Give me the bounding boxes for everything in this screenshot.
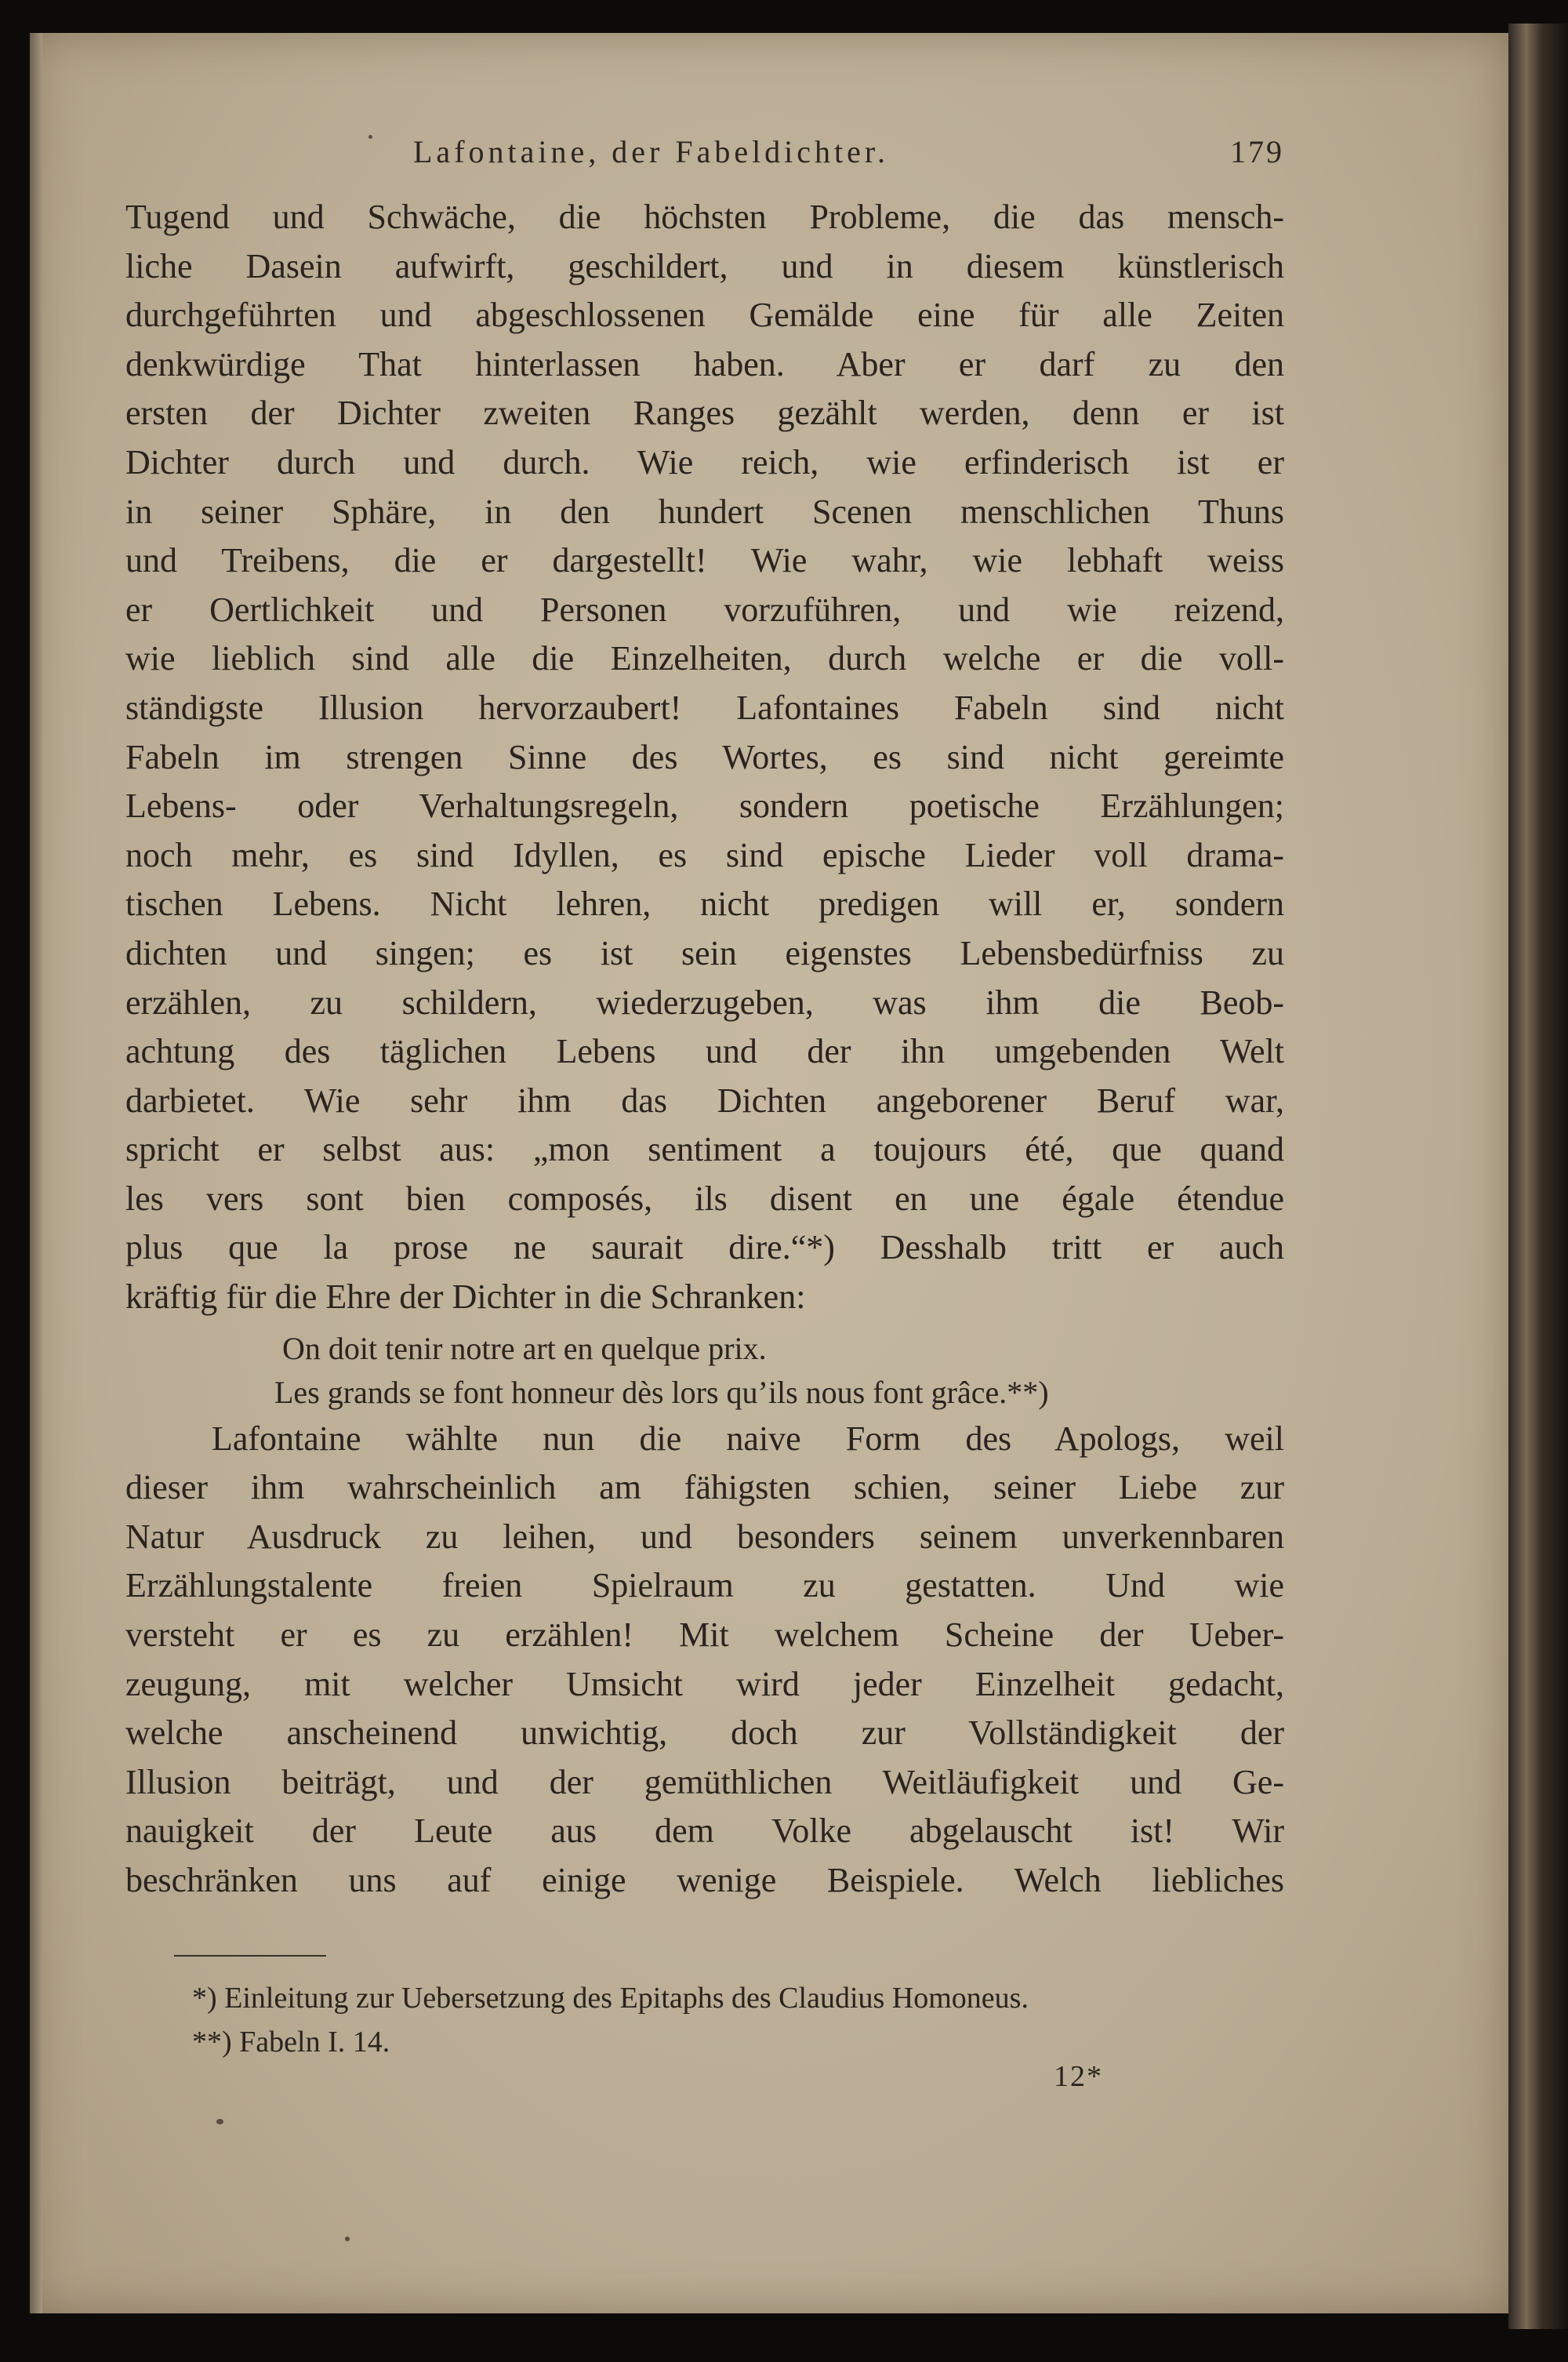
text-line: erzählen, zu schildern, wiederzugeben, was ihm die Beob- [125, 983, 1284, 1022]
text-line: ständigste Illusion hervorzaubert! Lafontaines Fabeln sind nicht [125, 688, 1284, 727]
text-line: welche anscheinend unwichtig, doch zur Vollständigkeit der [125, 1713, 1284, 1753]
text-line: und Treibens, die er dargestellt! Wie wahr, wie lebhaft weiss [125, 541, 1284, 580]
text-line: ersten der Dichter zweiten Ranges gezählt werden, denn er ist [125, 394, 1284, 433]
book-spine [1508, 24, 1568, 2329]
footnote: *) Einleitung zur Uebersetzung des Epitaphs des Claudius Homoneus. [192, 1982, 1029, 2015]
text-line: Erzählungstalente freien Spielraum zu gestatten. Und wie [125, 1566, 1284, 1605]
text-line: versteht er es zu erzählen! Mit welchem Scheine der Ueber- [125, 1615, 1284, 1655]
text-line: les vers sont bien composés, ils disent en une égale étendue [125, 1179, 1284, 1218]
text-line: durchgeführten und abgeschlossenen Gemälde eine für alle Zeiten [125, 296, 1284, 335]
text-line: er Oertlichkeit und Personen vorzuführen, und wie reizend, [125, 590, 1284, 629]
footnotes [192, 1976, 1290, 2064]
text-line: tischen Lebens. Nicht lehren, nicht predigen will er, sondern [125, 885, 1284, 924]
text-line: spricht er selbst aus: „mon sentiment a toujours été, que quand [125, 1130, 1284, 1169]
text-line: nauigkeit der Leute aus dem Volke abgelauscht ist! Wir [125, 1811, 1284, 1851]
text-line: Dichter durch und durch. Wie reich, wie erfinderisch ist er [125, 442, 1284, 481]
text-line: liche Dasein aufwirft, geschildert, und in diesem künstlerisch [125, 246, 1284, 285]
verse-line: On doit tenir notre art en quelque prix. [282, 1330, 767, 1366]
text-line: Lebens- oder Verhaltungsregeln, sondern poetische Erzählungen; [125, 787, 1284, 826]
text-line: Fabeln im strengen Sinne des Wortes, es sind nicht gereimte [125, 737, 1284, 776]
text-line: zeugung, mit welcher Umsicht wird jeder Einzelheit gedacht, [125, 1664, 1284, 1703]
text-line: noch mehr, es sind Idyllen, es sind epische Lieder voll drama- [125, 835, 1284, 874]
page-gutter [30, 33, 42, 2313]
text-line: achtung des täglichen Lebens und der ihn umgebenden Welt [125, 1032, 1284, 1071]
text-line: Illusion beiträgt, und der gemüthlichen Weitläufigkeit und Ge- [125, 1762, 1284, 1801]
paper-speck [368, 135, 372, 139]
verse-quotation [274, 1327, 1262, 1415]
text-line: Lafontaine wählte nun die naive Form des Apologs, weil [212, 1419, 1284, 1458]
text-line: darbietet. Wie sehr ihm das Dichten angeborener Beruf war, [125, 1081, 1284, 1120]
text-line: beschränken uns auf einige wenige Beispiele. Welch liebliches [125, 1861, 1284, 1899]
body-text [125, 193, 1284, 1906]
text-line: Tugend und Schwäche, die höchsten Probleme, die das mensch- [125, 198, 1284, 236]
text-line: in seiner Sphäre, in den hundert Scenen menschlichen Thuns [125, 492, 1284, 531]
text-line: kräftig für die Ehre der Dichter in die Schranken: [125, 1277, 806, 1317]
text-line: wie lieblich sind alle die Einzelheiten, durch welche er die voll- [125, 639, 1284, 678]
text-line: Natur Ausdruck zu leihen, und besonders seinem unverkennbaren [125, 1517, 1284, 1556]
verse-line: Les grands se font honneur dès lors qu’ils nous font grâce.**) [274, 1374, 1049, 1410]
footnote-rule [174, 1955, 326, 1957]
signature-mark: 12* [1054, 2060, 1103, 2093]
paper-speck [216, 2119, 223, 2124]
text-line: plus que la prose ne saurait dire.“*) Desshalb tritt er auch [125, 1228, 1284, 1267]
running-head [386, 132, 1284, 179]
running-title: Lafontaine, der Fabeldichter. [413, 134, 890, 169]
paper-speck [345, 2237, 350, 2241]
text-line: dieser ihm wahrscheinlich am fähigsten schien, seiner Liebe zur [125, 1468, 1284, 1507]
footnote: **) Fabeln I. 14. [192, 2026, 390, 2059]
text-line: denkwürdige That hinterlassen haben. Aber er darf zu den [125, 344, 1284, 383]
page-number: 179 [1230, 134, 1284, 169]
text-line: dichten und singen; es ist sein eigenstes Lebensbedürfniss zu [125, 933, 1284, 972]
